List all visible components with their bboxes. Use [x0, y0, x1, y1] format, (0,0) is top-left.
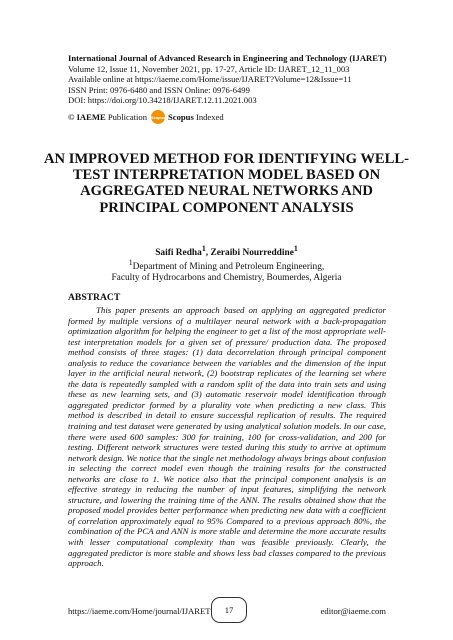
- footer-email[interactable]: editor@iaeme.com: [320, 606, 386, 616]
- footer-url[interactable]: https://iaeme.com/Home/journal/IJARET: [68, 606, 211, 616]
- author-2-affil: 1: [293, 244, 298, 253]
- affiliation-line-2: Faculty of Hydrocarbons and Chemistry, Boumerdes, Algeria: [111, 273, 342, 284]
- authors: Saifi Redha$^1$, Zeraibi Nourreddine$^1$: [155, 244, 298, 259]
- volume-line: Volume 12, Issue 11, November 2021, pp. 17-27, Article ID: IJARET_12_11_003: [68, 63, 350, 74]
- scopus-logo-icon: [151, 110, 165, 124]
- affiliation-sup: 1: [128, 258, 133, 267]
- online-line: Available online at https://iaeme.com/Home/issue/IJARET?Volume=12&Issue=11: [68, 74, 352, 85]
- page-footer: [68, 597, 386, 623]
- author-2: Zeraibi Nourreddine: [210, 248, 294, 259]
- indexed-label: Indexed: [195, 112, 224, 122]
- author-1-affil: 1: [201, 244, 206, 253]
- issn-line: ISSN Print: 0976-6480 and ISSN Online: 0976-6499: [68, 84, 250, 95]
- scopus-label: Scopus: [168, 112, 194, 122]
- publication-row: [68, 110, 224, 124]
- journal-title: International Journal of Advanced Research in Engineering and Technology (IJARET): [68, 53, 387, 63]
- abstract-body: This paper presents an approach based on applying an aggregated predictor formed by multiple versions of a multilayer neural network with a back-propagation optimization algorithm for helping the engineer to get a list of the most appropriate well-test interpretation models for a given set of pressure/ production data. The proposed method consists of three stages: (1) data decorrelation through principal component analysis to reduce the covariance between the variables and the dimension of the input layer in the artificial neural network, (2) bootstrap replicates of the learning set where the data is repeatedly sampled with a random split of the data into train sets and using these as new learning sets, and (3) automatic reservoir model identification through aggregated predictor formed by a plurality vote when predicting a new class. This method is described in detail to ensure successful replication of results. The required training and test dataset were generated by using analytical solution models. In our case, there were used 600 samples: 300 for training, 100 for cross-validation, and 200 for testing. Different network structures were tested during this study to arrive at optimum network design. We notice that the single net methodology always brings about confusion in selecting the correct model even though the training results for the constructed networks are close to 1. We notice also that the principal component analysis is an effective strategy in reducing the number of input features, simplifying the network structure, and lowering the training time of the ANN. The results obtained show that the proposed model provides better performance when predicting new data with a coefficient of correlation approximately equal to 95% Compared to a previous approach 80%, the combination of the PCA and ANN is more stable and determine the more accurate results with lesser computational complexity than was feasible previously. Clearly, the aggregated predictor is more stable and shows less bad classes compared to the previous approach.: [68, 305, 386, 569]
- author-1: Saifi Redha: [155, 248, 202, 259]
- iaeme-copyright: © IAEME: [68, 112, 106, 122]
- abstract-heading: ABSTRACT: [68, 292, 121, 303]
- scopus-logo-text: Scopus: [150, 114, 166, 120]
- page-number: 17: [211, 597, 247, 623]
- paper-title: AN IMPROVED METHOD FOR IDENTIFYING WELL-TEST INTERPRETATION MODEL BASED ON AGGREGATED NEURAL NETWORKS AND PRINCIPAL COMPONENT ANALYSIS: [43, 151, 409, 216]
- publication-word: Publication: [107, 112, 148, 122]
- affiliation: [0, 257, 453, 284]
- journal-header: [68, 53, 398, 106]
- doi-line: DOI: https://doi.org/10.34218/IJARET.12.11.2021.003: [68, 95, 257, 106]
- affiliation-line-1: Department of Mining and Petroleum Engineering,: [132, 262, 325, 273]
